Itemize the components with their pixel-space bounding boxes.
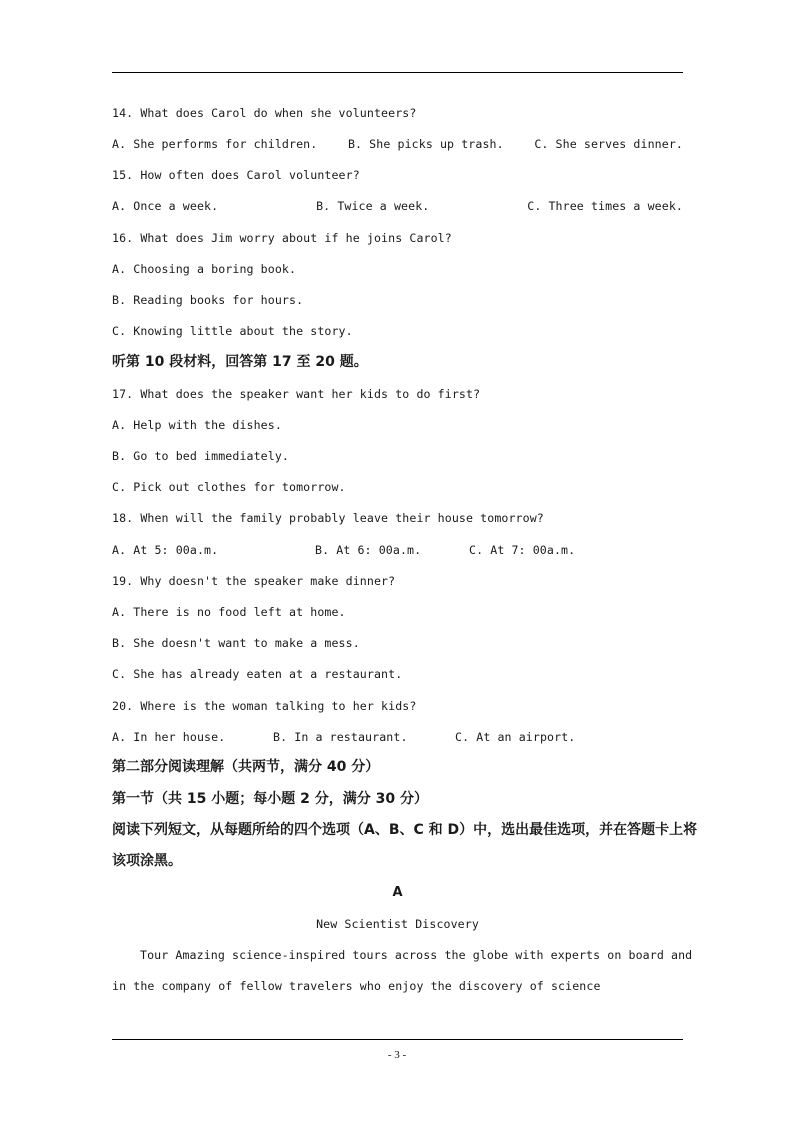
- section1-heading: 第一节（共 15 小题；每小题 2 分，满分 30 分）: [112, 791, 428, 807]
- option-a: A. Choosing a boring book.: [112, 262, 297, 276]
- option-b: B. She picks up trash.: [347, 137, 504, 151]
- question-20: 20. Where is the woman talking to her kids?: [112, 699, 417, 713]
- option-b: B. Go to bed immediately.: [112, 449, 290, 463]
- section-heading-10: 听第 10 段材料，回答第 17 至 20 题。: [112, 354, 368, 370]
- option-b: B. At 6: 00a.m.: [315, 543, 422, 557]
- question-19: 19. Why doesn't the speaker make dinner?: [112, 574, 396, 588]
- passage-line-1: Tour Amazing science-inspired tours across the globe with experts on board and: [140, 948, 693, 962]
- option-b: B. She doesn't want to make a mess.: [112, 636, 360, 650]
- option-a: A. Help with the dishes.: [112, 418, 282, 432]
- instructions-line-1: 阅读下列短文，从每题所给的四个选项（A、B、C 和 D）中，选出最佳选项，并在答题卡上将: [112, 822, 698, 838]
- passage-letter: A: [392, 885, 403, 900]
- page-number: - 3 -: [387, 1049, 407, 1061]
- option-c: C. At an airport.: [455, 730, 576, 744]
- footer-rule: [112, 1039, 683, 1040]
- passage-line-2: in the company of fellow travelers who enjoy the discovery of science: [112, 979, 601, 993]
- option-a: A. At 5: 00a.m.: [112, 543, 219, 557]
- option-c: C. She serves dinner.: [534, 137, 683, 151]
- option-a: A. She performs for children.: [112, 137, 318, 151]
- question-14: 14. What does Carol do when she volunteers?: [112, 106, 417, 120]
- option-a: A. In her house.: [112, 730, 226, 744]
- passage-title: New Scientist Discovery: [316, 917, 479, 931]
- part2-heading: 第二部分阅读理解（共两节，满分 40 分）: [112, 759, 380, 775]
- option-c: C. Knowing little about the story.: [112, 324, 353, 338]
- option-c: C. She has already eaten at a restaurant.: [112, 667, 403, 681]
- question-15: 15. How often does Carol volunteer?: [112, 168, 360, 182]
- option-a: A. There is no food left at home.: [112, 605, 346, 619]
- option-c: C. Pick out clothes for tomorrow.: [112, 480, 346, 494]
- option-a: A. Once a week.: [112, 199, 219, 213]
- question-14-options: [112, 136, 683, 152]
- option-b: B. Twice a week.: [316, 199, 430, 213]
- option-c: C. At 7: 00a.m.: [469, 543, 576, 557]
- option-b: B. In a restaurant.: [273, 730, 408, 744]
- header-rule: [112, 72, 683, 73]
- question-18: 18. When will the family probably leave their house tomorrow?: [112, 511, 544, 525]
- instructions-line-2: 该项涂黑。: [112, 853, 182, 869]
- question-15-options: [112, 198, 683, 214]
- question-17: 17. What does the speaker want her kids to do first?: [112, 387, 481, 401]
- question-16: 16. What does Jim worry about if he joins Carol?: [112, 231, 452, 245]
- option-b: B. Reading books for hours.: [112, 293, 304, 307]
- option-c: C. Three times a week.: [527, 199, 683, 213]
